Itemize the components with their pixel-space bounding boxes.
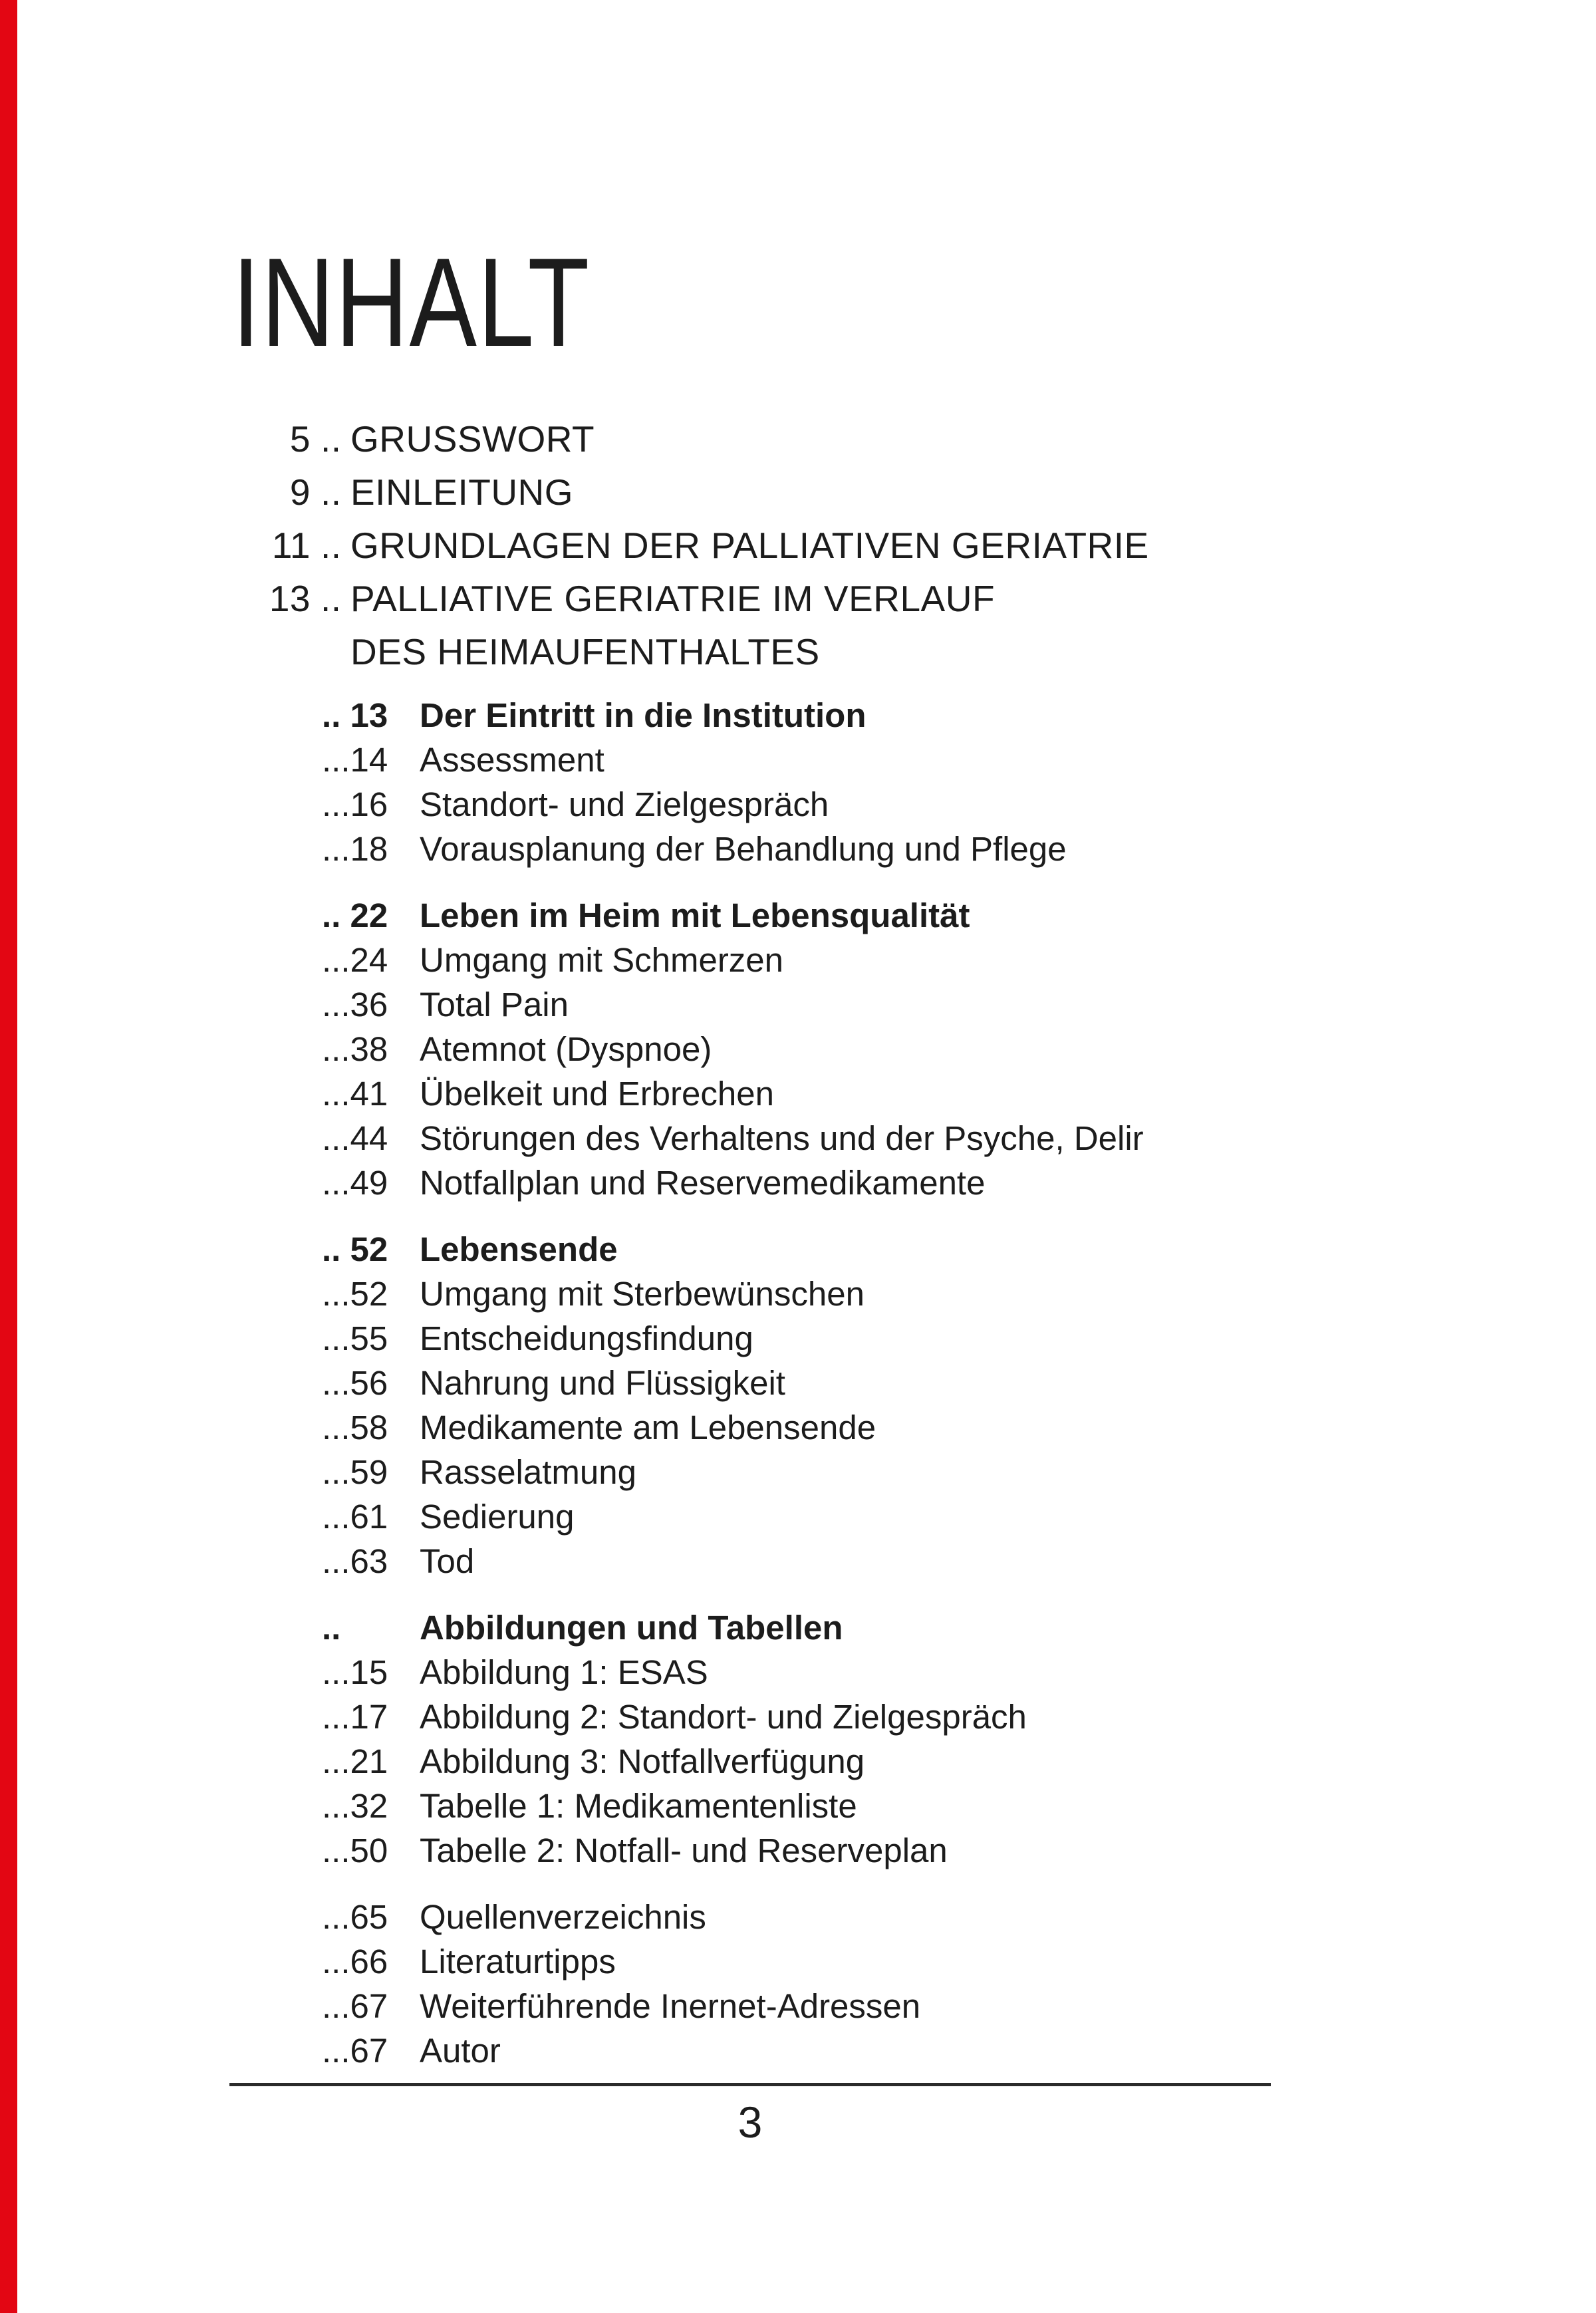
toc-entry-prefix (322, 1494, 420, 1539)
toc-entry-dots: ... (322, 785, 350, 823)
toc-entry-dots: ... (322, 2032, 350, 2070)
toc-sub-entry (322, 1450, 1509, 1494)
toc-sub-entry (322, 738, 1509, 782)
toc-sub-entry (322, 982, 1509, 1027)
toc-entry-dots: .. (322, 1609, 341, 1647)
toc-entry-prefix (322, 1605, 420, 1650)
toc-entry-label: Rasselatmung (420, 1453, 636, 1491)
toc-entry-page-number: 44 (350, 1119, 388, 1157)
toc-entry-label: Störungen des Verhaltens und der Psyche, Delir (420, 1119, 1144, 1157)
toc-entry-label: Tabelle 1: Medikamentenliste (420, 1787, 857, 1825)
toc-entry-label: Entscheidungsfindung (420, 1319, 753, 1357)
toc-entry-label: Abbildung 2: Standort- und Zielgespräch (420, 1698, 1027, 1736)
toc-entry-page-number: 52 (350, 1275, 388, 1313)
toc-entry-label: Total Pain (420, 986, 569, 1023)
toc-entry-dots: .. (322, 1230, 350, 1268)
toc-sub-entry (322, 1739, 1509, 1784)
toc-group (232, 1605, 1509, 1873)
toc-entry-label: EINLEITUNG (350, 472, 574, 513)
toc-entry-dots: .. (321, 472, 342, 513)
toc-sub-entry (322, 1316, 1509, 1361)
toc-sub-entry (322, 1939, 1509, 1984)
toc-entry-label: Umgang mit Sterbewünschen (420, 1275, 865, 1313)
toc-entry-label: Abbildungen und Tabellen (420, 1609, 843, 1647)
toc-group (232, 893, 1509, 1205)
toc-entry-prefix (322, 1272, 420, 1316)
toc-entry-dots: ... (322, 1364, 350, 1402)
page-footer (229, 2083, 1271, 2147)
toc-entry-dots: ... (322, 1832, 350, 1869)
toc-entry-dots: ... (322, 830, 350, 868)
toc-group (232, 1227, 1509, 1583)
toc-entry-dots: ... (322, 1987, 350, 2025)
toc-entry-label: Medikamente am Lebensende (420, 1409, 876, 1446)
toc-entry-prefix (322, 1027, 420, 1071)
toc-entry-page-number: 21 (350, 1742, 388, 1780)
toc-entry-page-number: 55 (350, 1319, 388, 1357)
toc-entry-page-number: 14 (350, 741, 388, 779)
toc-entry-page-number: 61 (350, 1498, 388, 1536)
toc-sub-entry (322, 1027, 1509, 1071)
toc-entry-label: Der Eintritt in die Institution (420, 696, 866, 734)
toc-entry-page-number: 13 (269, 578, 311, 619)
toc-entry-dots: ... (322, 1742, 350, 1780)
toc-entry-page-number: 52 (350, 1230, 388, 1268)
toc-entry-dots: ... (322, 1653, 350, 1691)
toc-entry-label: Vorausplanung der Behandlung und Pflege (420, 830, 1067, 868)
toc-entry-label: GRUSSWORT (350, 418, 595, 460)
toc-entry-prefix (322, 1695, 420, 1739)
toc-top-entry (232, 466, 1509, 519)
toc-entry-label: Umgang mit Schmerzen (420, 941, 784, 979)
toc-top-entry (232, 572, 1509, 678)
toc-entry-dots: ... (322, 1698, 350, 1736)
toc-group (232, 1895, 1509, 2073)
toc-entry-page-number: 36 (350, 986, 388, 1023)
toc-entry-prefix (322, 738, 420, 782)
toc-sub-entry (322, 1605, 1509, 1650)
toc-entry-prefix (322, 1316, 420, 1361)
toc-top-entry (232, 412, 1509, 466)
toc-entry-dots: ... (322, 1075, 350, 1113)
toc-entry-label: Lebensende (420, 1230, 618, 1268)
toc-entry-label: Atemnot (Dyspnoe) (420, 1030, 712, 1068)
toc-entry-page-number: 63 (350, 1542, 388, 1580)
toc-entry-dots: ... (322, 1898, 350, 1936)
toc-sub-entry (322, 2028, 1509, 2073)
toc-entry-label: Sedierung (420, 1498, 575, 1536)
toc-entry-page-number: 41 (350, 1075, 388, 1113)
toc-entry-label: Tod (420, 1542, 475, 1580)
toc-entry-page-number: 67 (350, 2032, 388, 2070)
toc-entry-dots: ... (322, 1542, 350, 1580)
toc-entry-prefix (322, 1984, 420, 2028)
toc-entry-page-number: 5 (289, 418, 311, 460)
toc-entry-page-number: 50 (350, 1832, 388, 1869)
toc-entry-label: Literaturtipps (420, 1943, 616, 1980)
toc-sub-entry (322, 1160, 1509, 1205)
page-accent-stripe (0, 0, 17, 2313)
toc-sub-entry (322, 1405, 1509, 1450)
toc-entry-page-number: 22 (350, 896, 388, 934)
toc-entry-prefix (322, 1895, 420, 1939)
toc-entry-page-number: 67 (350, 1987, 388, 2025)
page-number: 3 (737, 2098, 763, 2147)
toc-entry-page-number: 13 (350, 696, 388, 734)
toc-entry-page-number: 38 (350, 1030, 388, 1068)
toc-entry-prefix (322, 1784, 420, 1828)
toc-entry-prefix (322, 893, 420, 938)
toc-sub-entry (322, 827, 1509, 871)
toc-sub-entry (322, 693, 1509, 738)
toc-entry-page-number: 58 (350, 1409, 388, 1446)
toc-entry-prefix (322, 1071, 420, 1116)
toc-entry-page-number: 11 (271, 525, 311, 566)
toc-sub-entry (322, 1361, 1509, 1405)
toc-entry-label: GRUNDLAGEN DER PALLIATIVEN GERIATRIE (350, 525, 1149, 566)
toc-sub-entry (322, 1494, 1509, 1539)
toc-page (232, 232, 1509, 2073)
toc-entry-dots: ... (322, 1030, 350, 1068)
toc-entry-page-number: 32 (350, 1787, 388, 1825)
toc-entry-dots: ... (322, 1453, 350, 1491)
toc-group (232, 693, 1509, 871)
toc-entry-label: Tabelle 2: Notfall- und Reserveplan (420, 1832, 948, 1869)
toc-entry-dots: ... (322, 1164, 350, 1202)
toc-entry-label: Abbildung 3: Notfallverfügung (420, 1742, 865, 1780)
toc-entry-prefix (322, 982, 420, 1027)
toc-sub-entry (322, 1227, 1509, 1272)
toc-entry-dots: .. (322, 896, 350, 934)
toc-entry-label: Übelkeit und Erbrechen (420, 1075, 774, 1113)
toc-entry-prefix (322, 1939, 420, 1984)
toc-entry-page-number: 9 (289, 472, 311, 513)
toc-entry-label: Abbildung 1: ESAS (420, 1653, 708, 1691)
toc-entry-prefix (322, 693, 420, 738)
toc-entry-page-number: 15 (350, 1653, 388, 1691)
toc-sub-entry (322, 1650, 1509, 1695)
toc-entry-prefix (322, 782, 420, 827)
toc-entry-prefix (322, 1539, 420, 1583)
toc-entry-dots: ... (322, 986, 350, 1023)
toc-entry-prefix (322, 1227, 420, 1272)
toc-sub-entry (322, 1784, 1509, 1828)
toc-sub-entry (322, 782, 1509, 827)
toc-entry-page-number: 18 (350, 830, 388, 868)
toc-entry-label: Weiterführende Inernet-Adressen (420, 1987, 921, 2025)
toc-entry-page-number: 59 (350, 1453, 388, 1491)
toc-sub-entry (322, 1272, 1509, 1316)
toc-entry-prefix (322, 1160, 420, 1205)
toc-sub-entry (322, 1895, 1509, 1939)
toc-sub-entry (322, 938, 1509, 982)
toc-sub-entry (322, 1695, 1509, 1739)
toc-entry-dots: ... (322, 741, 350, 779)
toc-sub-entry (322, 1539, 1509, 1583)
toc-entry-prefix (322, 827, 420, 871)
toc-entry-dots: ... (322, 1498, 350, 1536)
toc-entry-dots: .. (321, 578, 342, 619)
toc-entry-dots: .. (322, 696, 350, 734)
toc-entry-label: Nahrung und Flüssigkeit (420, 1364, 785, 1402)
toc-entry-dots: .. (321, 525, 342, 566)
toc-entry-prefix (322, 1116, 420, 1160)
toc-entry-prefix (322, 2028, 420, 2073)
toc-entry-dots: ... (322, 1119, 350, 1157)
toc-entry-label: Leben im Heim mit Lebensqualität (420, 896, 970, 934)
toc-entry-dots: ... (322, 941, 350, 979)
toc-sub-entry (322, 1828, 1509, 1873)
toc-entry-prefix (322, 1739, 420, 1784)
toc-entry-page-number: 49 (350, 1164, 388, 1202)
toc-entry-label: Autor (420, 2032, 501, 2070)
toc-entry-label: Standort- und Zielgespräch (420, 785, 829, 823)
toc-entry-page-number: 56 (350, 1364, 388, 1402)
toc-top-list (232, 412, 1509, 678)
toc-entry-page-number: 16 (350, 785, 388, 823)
toc-entry-page-number: 66 (350, 1943, 388, 1980)
toc-entry-prefix (322, 1450, 420, 1494)
toc-top-entry (232, 519, 1509, 572)
page-title: INHALT (232, 232, 591, 373)
toc-sub-entry (322, 1071, 1509, 1116)
toc-entry-label: Notfallplan und Reservemedikamente (420, 1164, 986, 1202)
toc-entry-prefix (322, 1650, 420, 1695)
toc-entry-dots: ... (322, 1787, 350, 1825)
toc-entry-prefix (322, 1361, 420, 1405)
toc-entry-prefix (322, 938, 420, 982)
toc-entry-label: Assessment (420, 741, 604, 779)
toc-entry-dots: ... (322, 1319, 350, 1357)
toc-entry-label: PALLIATIVE GERIATRIE IM VERLAUF DES HEIMAUFENTHALTES (350, 578, 996, 672)
toc-entry-label: Quellenverzeichnis (420, 1898, 706, 1936)
toc-entry-dots: ... (322, 1409, 350, 1446)
toc-entry-prefix (322, 1828, 420, 1873)
toc-sub-entry (322, 893, 1509, 938)
toc-entry-page-number: 17 (350, 1698, 388, 1736)
toc-entry-page-number: 24 (350, 941, 388, 979)
toc-entry-dots: .. (321, 418, 342, 460)
toc-entry-page-number: 65 (350, 1898, 388, 1936)
toc-entry-dots: ... (322, 1275, 350, 1313)
toc-sub-list (232, 693, 1509, 2073)
toc-entry-dots: ... (322, 1943, 350, 1980)
toc-sub-entry (322, 1116, 1509, 1160)
toc-entry-prefix (322, 1405, 420, 1450)
toc-sub-entry (322, 1984, 1509, 2028)
